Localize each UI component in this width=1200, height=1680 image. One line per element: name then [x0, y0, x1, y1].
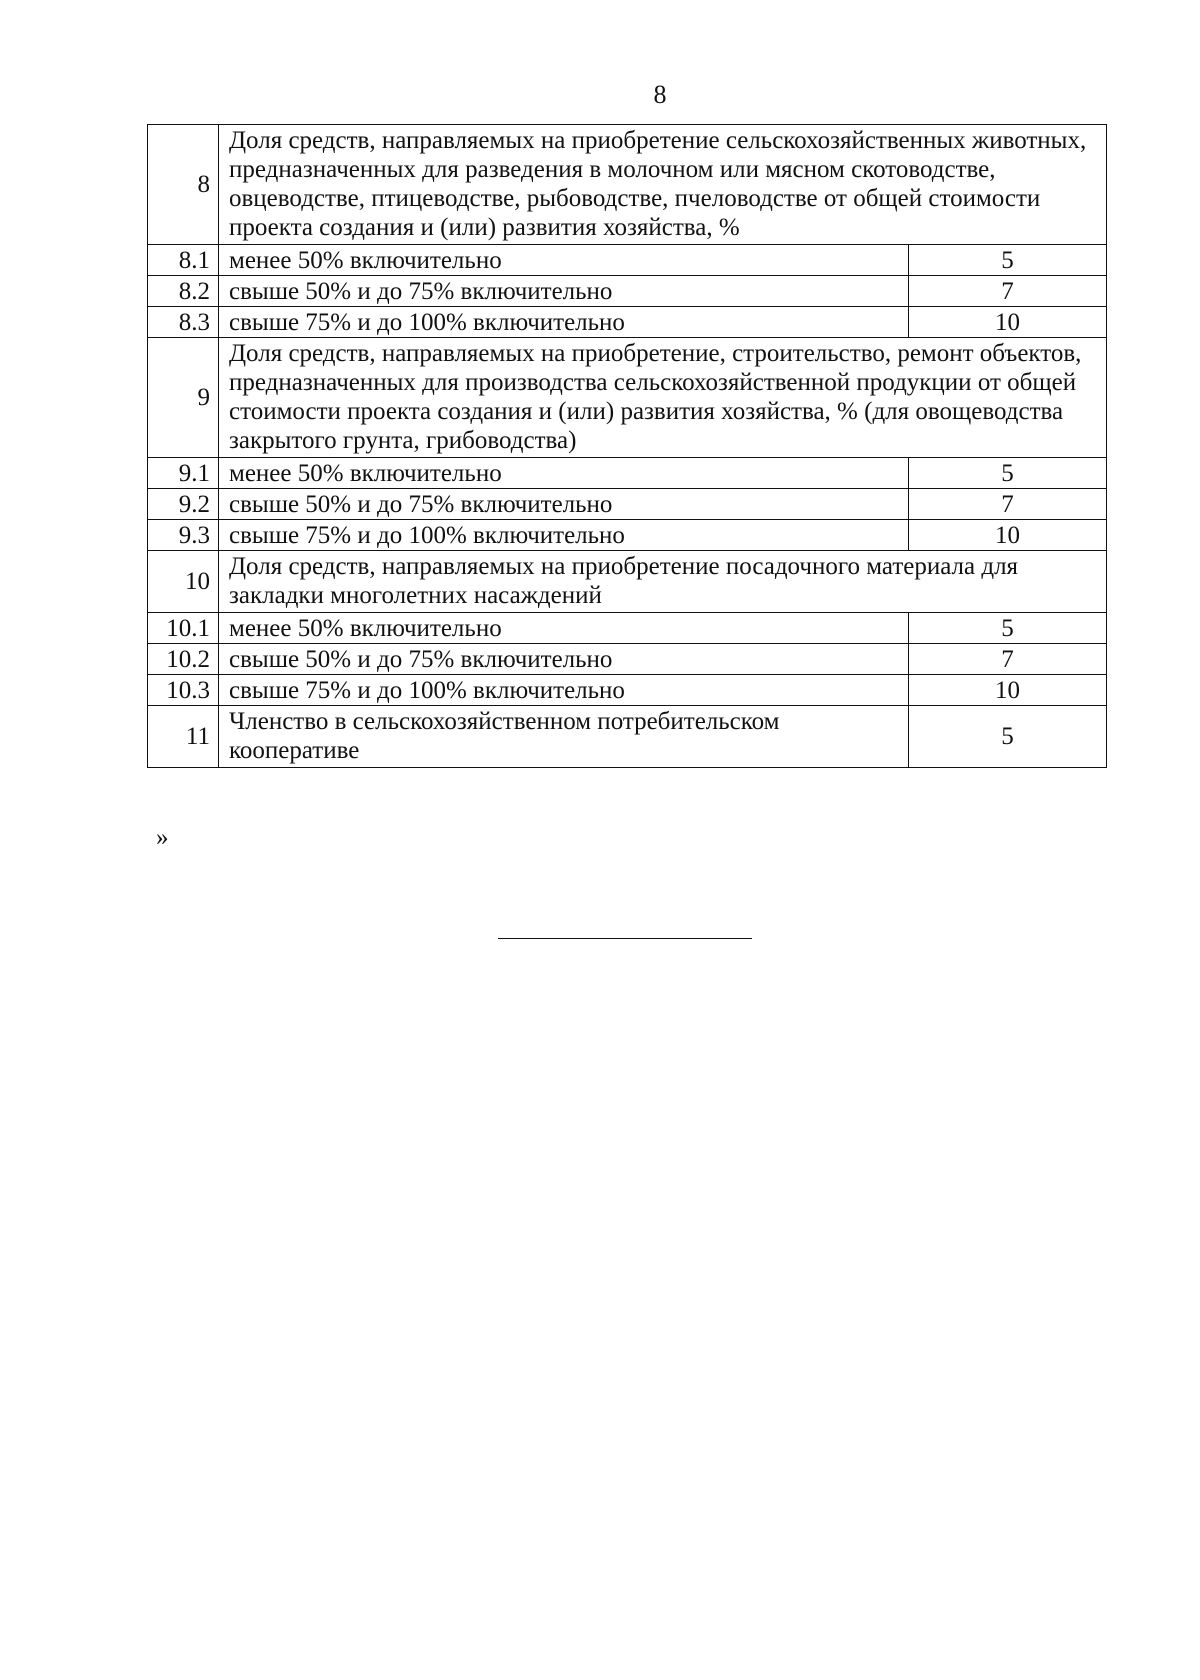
row-number: 9.1 [148, 458, 219, 489]
row-number: 9.3 [148, 520, 219, 551]
row-number: 9.2 [148, 489, 219, 520]
criterion-text: Доля средств, направляемых на приобретение, строительство, ремонт объектов, предназначенных для производства сельскохозяйственной продукции от общей стоимости проекта создания и (или) развития хозяйства, % (для овощеводства закрытого грунта, грибоводства) [219, 338, 1107, 458]
criterion-text: Доля средств, направляемых на приобретение посадочного материала для закладки многолетних насаждений [219, 551, 1107, 613]
separator-line [498, 938, 752, 939]
table-row [148, 458, 1107, 489]
table-row [148, 276, 1107, 307]
criterion-text: свыше 50% и до 75% включительно [219, 276, 909, 307]
table-row [148, 489, 1107, 520]
criterion-text: Членство в сельскохозяйственном потребительском кооперативе [219, 706, 909, 768]
closing-quote: » [156, 824, 169, 851]
score-value: 7 [909, 489, 1107, 520]
row-number: 8.1 [148, 245, 219, 276]
table-row [148, 520, 1107, 551]
row-number: 8 [148, 125, 219, 245]
score-value: 7 [909, 644, 1107, 675]
table-row [148, 551, 1107, 613]
table-row [148, 245, 1107, 276]
criterion-text: Доля средств, направляемых на приобретение сельскохозяйственных животных, предназначенных для разведения в молочном или мясном скотоводстве, овцеводстве, птицеводстве, рыбоводстве, пчеловодстве от общей стоимости проекта создания и (или) развития хозяйства, % [219, 125, 1107, 245]
score-value: 7 [909, 276, 1107, 307]
table-row [148, 675, 1107, 706]
criterion-text: свыше 75% и до 100% включительно [219, 307, 909, 338]
table-row [148, 338, 1107, 458]
criterion-text: свыше 75% и до 100% включительно [219, 675, 909, 706]
score-value: 5 [909, 613, 1107, 644]
row-number: 11 [148, 706, 219, 768]
score-value: 10 [909, 520, 1107, 551]
score-value: 10 [909, 307, 1107, 338]
score-value: 5 [909, 706, 1107, 768]
criterion-text: менее 50% включительно [219, 613, 909, 644]
criterion-text: свыше 50% и до 75% включительно [219, 489, 909, 520]
score-value: 5 [909, 458, 1107, 489]
criteria-table [147, 124, 1107, 768]
row-number: 10.1 [148, 613, 219, 644]
row-number: 10 [148, 551, 219, 613]
criterion-text: свыше 75% и до 100% включительно [219, 520, 909, 551]
table-row [148, 125, 1107, 245]
page-number: 8 [653, 80, 667, 109]
table-row [148, 706, 1107, 768]
table-row [148, 644, 1107, 675]
score-value: 10 [909, 675, 1107, 706]
row-number: 8.2 [148, 276, 219, 307]
criterion-text: менее 50% включительно [219, 245, 909, 276]
row-number: 9 [148, 338, 219, 458]
criterion-text: менее 50% включительно [219, 458, 909, 489]
row-number: 10.2 [148, 644, 219, 675]
score-value: 5 [909, 245, 1107, 276]
row-number: 8.3 [148, 307, 219, 338]
table-row [148, 613, 1107, 644]
criterion-text: свыше 50% и до 75% включительно [219, 644, 909, 675]
row-number: 10.3 [148, 675, 219, 706]
table-row [148, 307, 1107, 338]
